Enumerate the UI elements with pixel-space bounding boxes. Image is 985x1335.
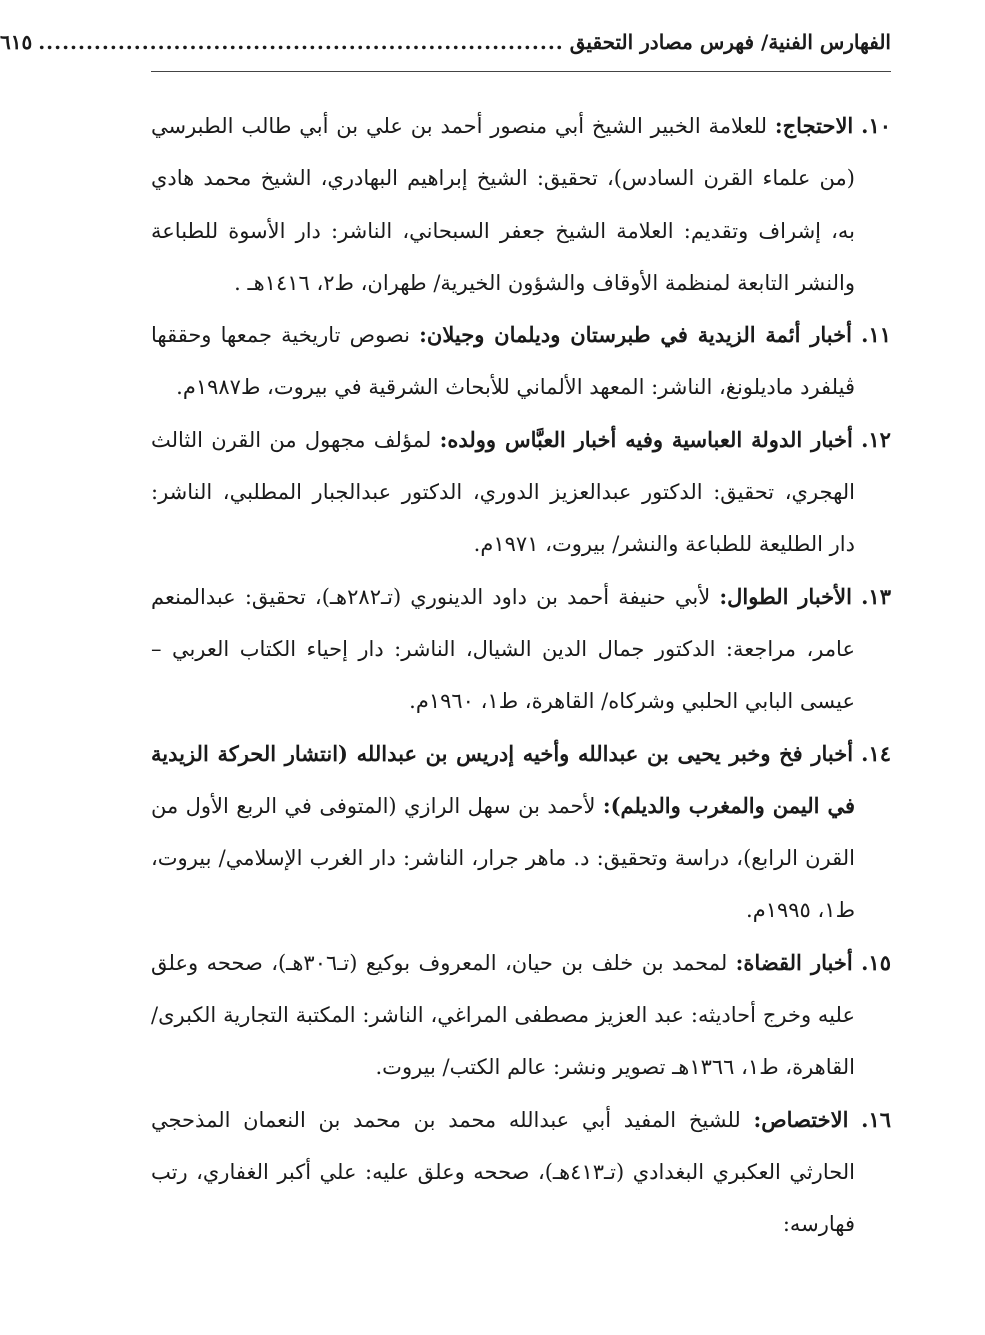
page-number: ٦١٥ xyxy=(0,30,33,54)
entry-number: ١٦. xyxy=(861,1106,891,1132)
entry-title: الاختصاص: xyxy=(753,1106,849,1132)
entry-number: ١٣. xyxy=(861,583,891,609)
entry-title: أخبار القضاة: xyxy=(735,949,853,975)
entry-title: أخبار الدولة العباسية وفيه أخبار العبَّاس وولده: xyxy=(439,426,853,452)
entry-text: لمحمد بن خلف بن حيان، المعروف بوكيع (تـ٣٠٦هـ)، صححه وعلق عليه وخرج أحاديثه: عبد العزيز مصطفى المراغي، الناشر: المكتبة التجارية الكبرى/ القاهرة، ط١، ١٣٦٦هـ تصوير ونشر: عالم الكتب/ بيروت. xyxy=(151,950,855,1080)
bibliography-entry-16 xyxy=(151,1094,891,1251)
entry-number: ١٥. xyxy=(861,949,891,975)
running-header xyxy=(0,30,891,64)
bibliography-entry-14 xyxy=(151,728,891,937)
entry-title: أخبار فخ وخبر يحيى بن عبدالله وأخيه إدريس بن عبدالله (انتشار الحركة الزيدية في اليمن والمغرب والديلم): xyxy=(151,740,855,818)
leader-dots: .................................................................. xyxy=(38,30,564,54)
entry-title: الأخبار الطوال: xyxy=(719,583,852,609)
bibliography-list xyxy=(151,100,891,1251)
bibliography-entry-13 xyxy=(151,571,891,728)
bibliography-entry-10 xyxy=(151,100,891,309)
running-header-title: الفهارس الفنية/ فهرس مصادر التحقيق xyxy=(569,30,891,54)
entry-text: لأحمد بن سهل الرازي (المتوفى في الربع الأول من القرن الرابع)، دراسة وتحقيق: د. ماهر جرار، الناشر: دار الغرب الإسلامي/ بيروت، ط١، ١٩٩٥م. xyxy=(151,793,855,923)
header-divider xyxy=(151,71,891,72)
entry-text: للشيخ المفيد أبي عبدالله محمد بن محمد بن النعمان المذحجي الحارثي العكبري البغدادي (تـ٤١٣هـ)، صححه وعلق عليه: علي أكبر الغفاري، رتب فهارسه: xyxy=(151,1107,855,1237)
bibliography-entry-11 xyxy=(151,309,891,414)
bibliography-entry-12 xyxy=(151,414,891,571)
bibliography-entry-15 xyxy=(151,937,891,1094)
entry-title: أخبار أئمة الزيدية في طبرستان وديلمان وجيلان: xyxy=(419,322,852,348)
entry-number: ١٢. xyxy=(861,426,891,452)
entry-number: ١١. xyxy=(861,322,892,348)
entry-text: نصوص تاريخية جمعها وحققها ڤيلفرد ماديلونغ، الناشر: المعهد الألماني للأبحاث الشرقية في بيروت، ط١٩٨٧م. xyxy=(151,323,855,400)
entry-text: لأبي حنيفة أحمد بن داود الدينوري (تـ٢٨٢هـ)، تحقيق: عبدالمنعم عامر، مراجعة: الدكتور جمال الدين الشيال، الناشر: دار إحياء الكتاب العربي – عيسى البابي الحلبي وشركاه/ القاهرة، ط١، ١٩٦٠م. xyxy=(151,584,855,714)
entry-text: للعلامة الخبير الشيخ أبي منصور أحمد بن علي بن أبي طالب الطبرسي (من علماء القرن السادس)، تحقيق: الشيخ إبراهيم البهادري، الشيخ محمد هادي به، إشراف وتقديم: العلامة الشيخ جعفر السبحاني، الناشر: دار الأسوة للطباعة والنشر التابعة لمنظمة الأوقاف والشؤون الخيرية/ طهران، ط٢، ١٤١٦هـ . xyxy=(151,114,855,295)
entry-text: لمؤلف مجهول من القرن الثالث الهجري، تحقيق: الدكتور عبدالعزيز الدوري، الدكتور عبدالجبار المطلبي، الناشر: دار الطليعة للطباعة والنشر/ بيروت، ١٩٧١م. xyxy=(151,427,855,557)
entry-number: ١٤. xyxy=(861,740,892,766)
entry-title: الاحتجاج: xyxy=(774,113,854,138)
entry-number: ١٠. xyxy=(861,113,891,138)
